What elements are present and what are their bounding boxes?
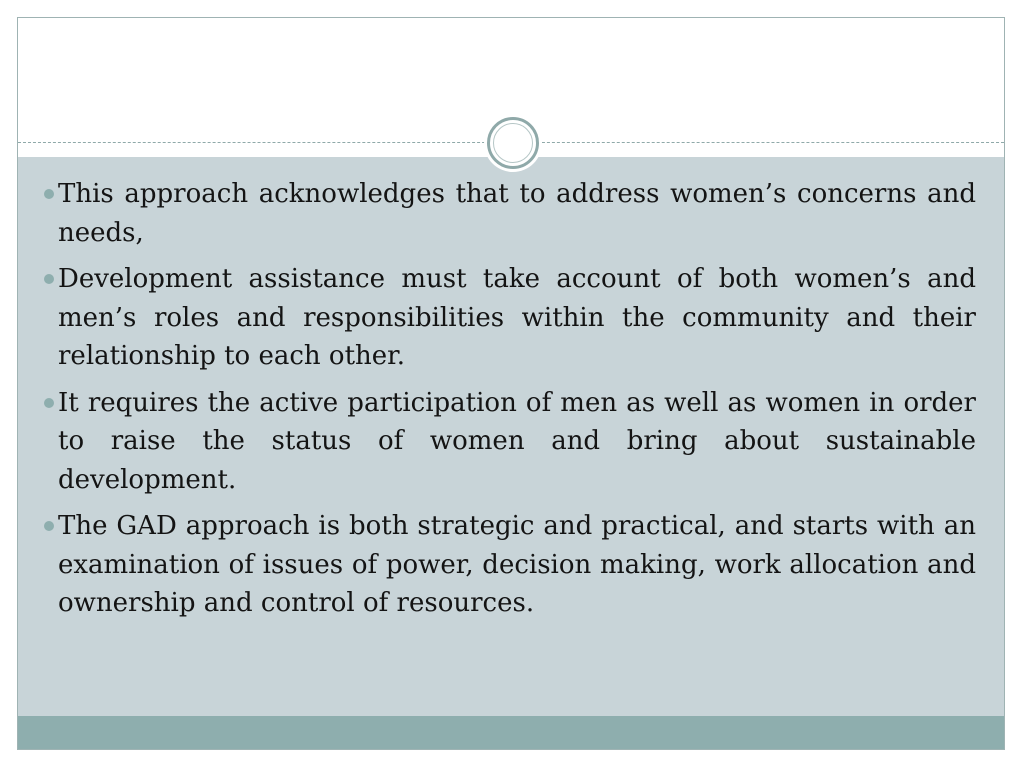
footer-bar (18, 716, 1004, 749)
bullet-list (58, 175, 976, 631)
bullet-dot-icon (44, 274, 54, 284)
bullet-item (58, 260, 976, 376)
bullet-text: The GAD approach is both strategic and practical, and starts with an examination of issues of power, decision making, work allocation and ownership and control of resources. (58, 511, 976, 618)
bullet-dot-icon (44, 398, 54, 408)
bullet-text: It requires the active participation of men as well as women in order to raise the status of women and bring about sustainable development. (58, 387, 976, 495)
bullet-item (58, 507, 976, 623)
bullet-item (58, 384, 976, 500)
bullet-item (58, 175, 976, 252)
bullet-dot-icon (44, 521, 54, 531)
bullet-text: Development assistance must take account of both women’s and men’s roles and responsibilities within the community and their relationship to each other. (58, 264, 976, 371)
bullet-dot-icon (44, 189, 54, 199)
bullet-text: This approach acknowledges that to address women’s concerns and needs, (58, 179, 976, 248)
circle-ornament-icon (484, 114, 542, 172)
